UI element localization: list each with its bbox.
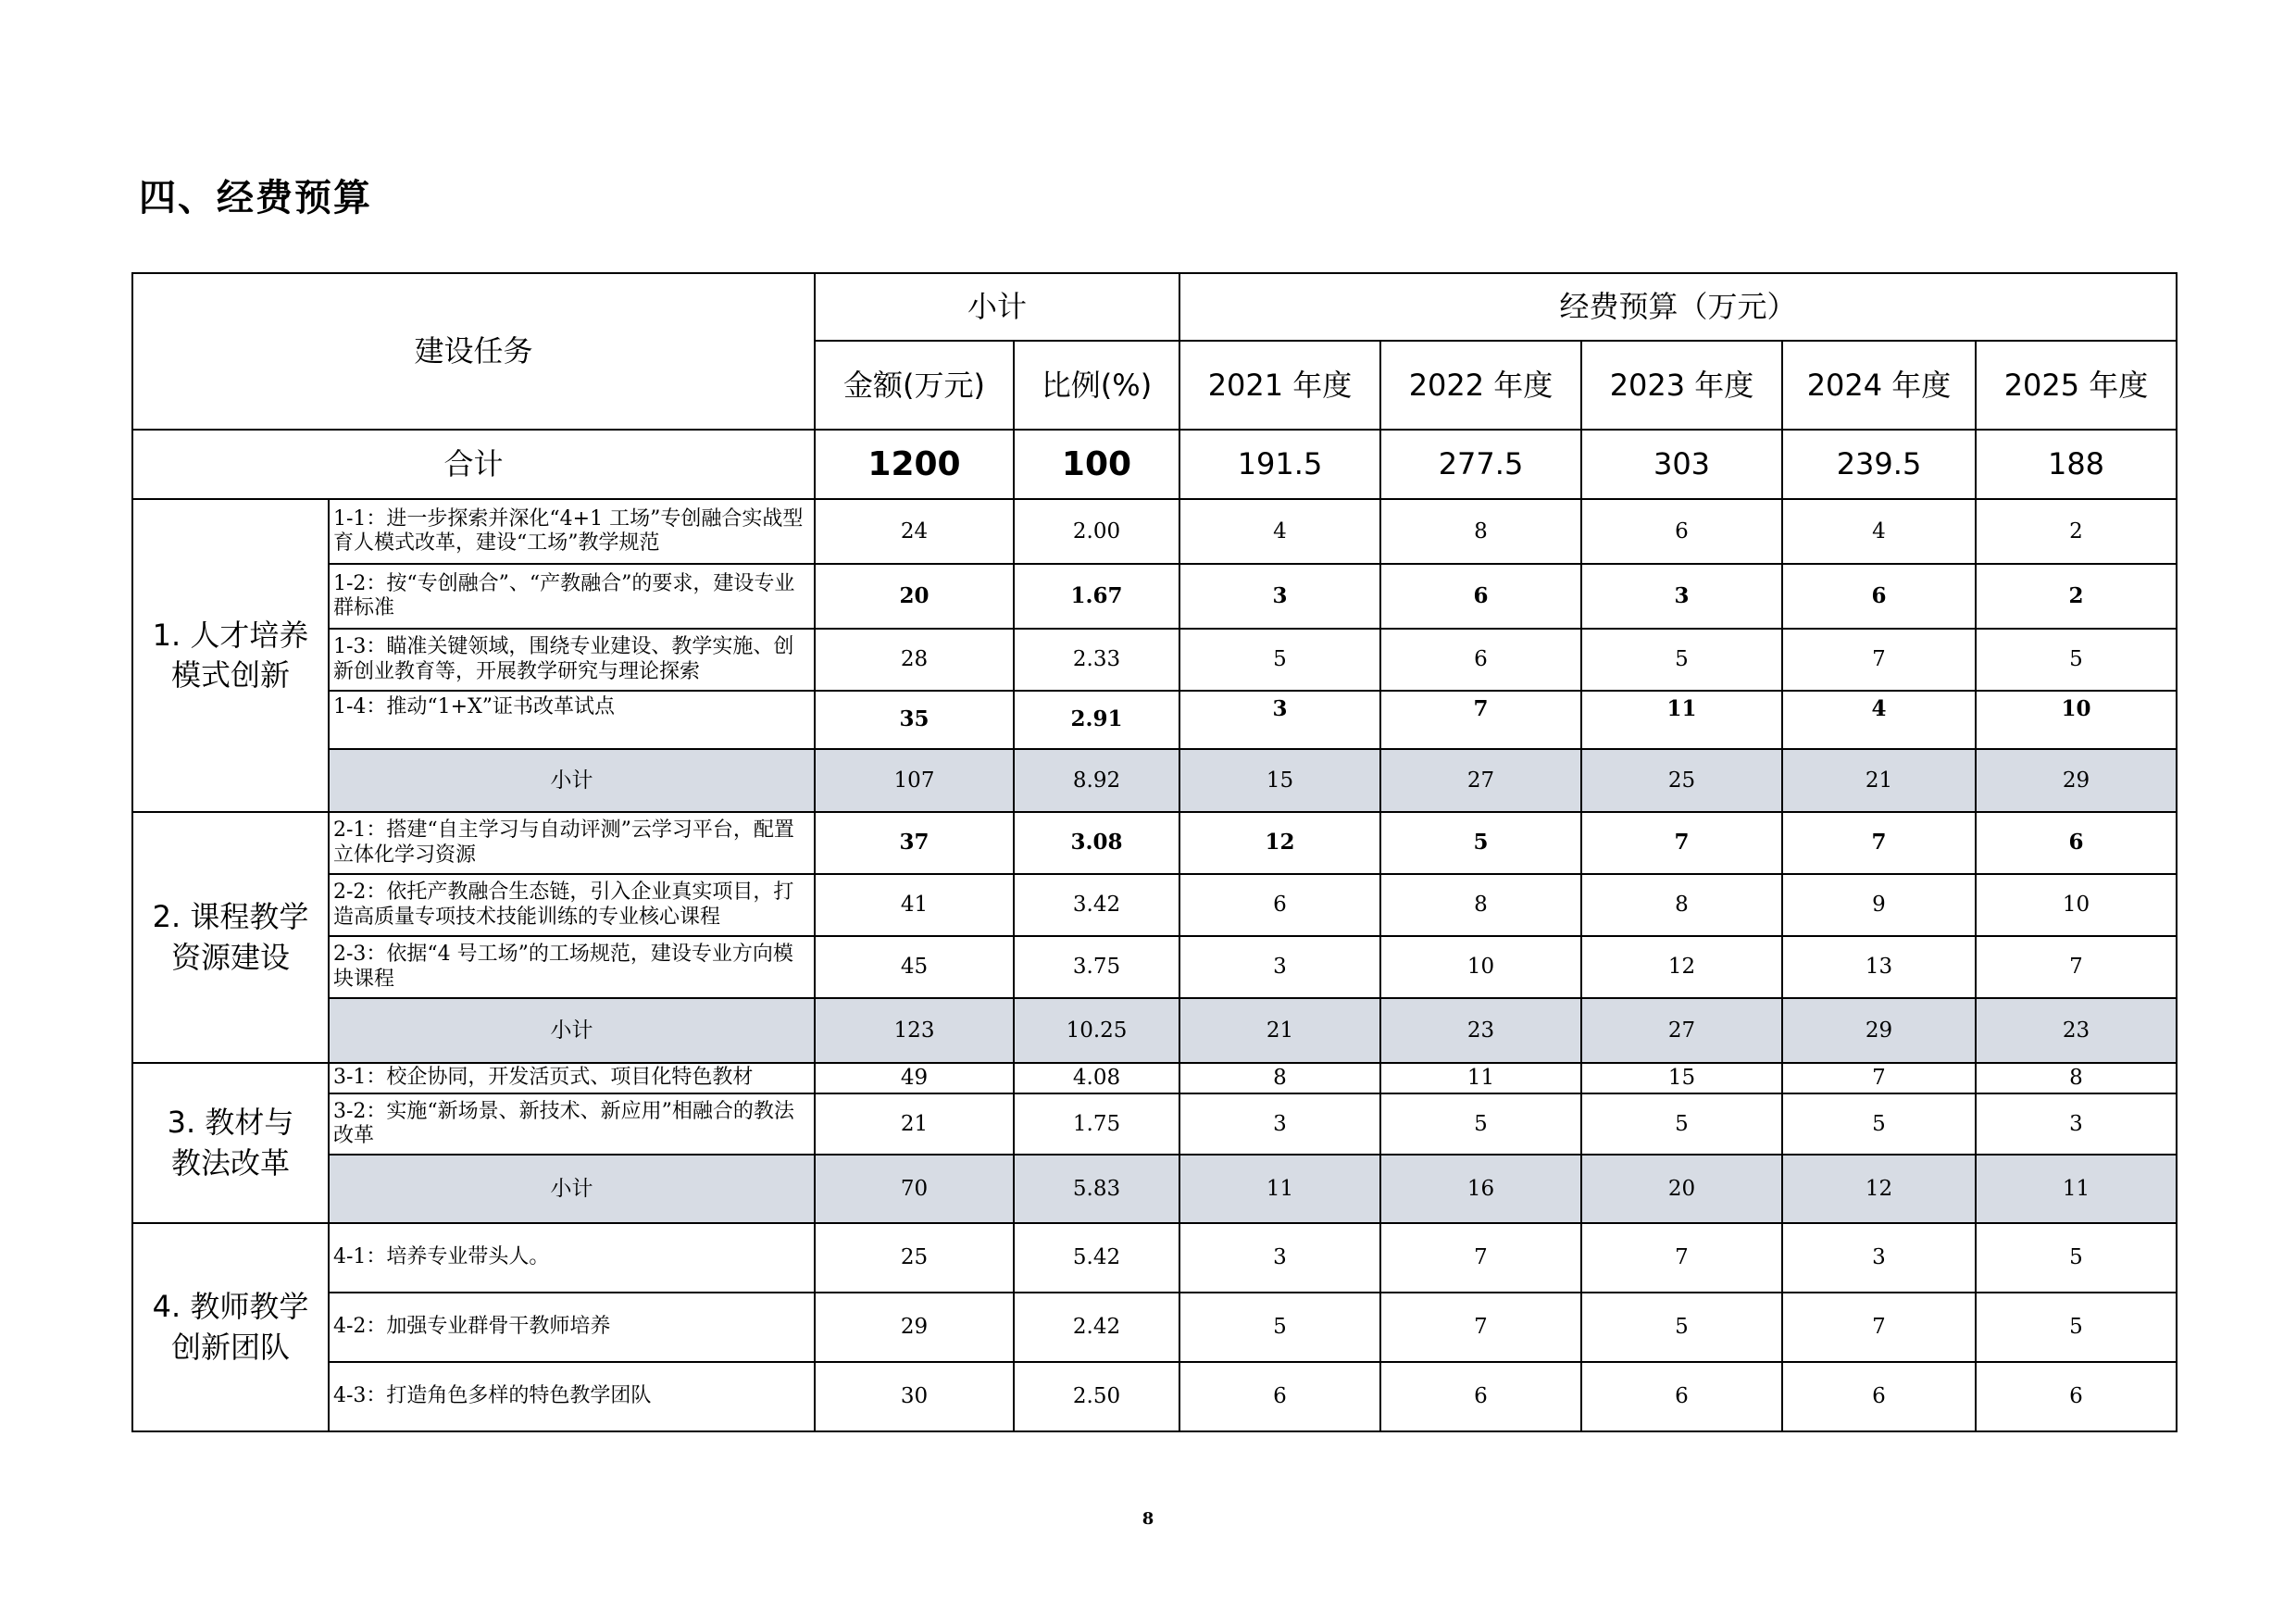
ratio-cell: 1.75: [1014, 1093, 1179, 1155]
year-cell: 6: [1782, 1362, 1976, 1431]
total-ratio: 100: [1014, 430, 1179, 499]
year-cell: 10: [1976, 874, 2177, 936]
year-cell: 7: [1380, 691, 1581, 749]
total-year: 277.5: [1380, 430, 1581, 499]
ratio-cell: 4.08: [1014, 1063, 1179, 1093]
amount-cell: 25: [815, 1223, 1014, 1293]
year-cell: 3: [1782, 1223, 1976, 1293]
table-row: [132, 1293, 2177, 1362]
year-cell: 7: [1782, 812, 1976, 874]
year-cell: 6: [1581, 1362, 1782, 1431]
year-cell: 6: [1581, 499, 1782, 564]
year-cell: 6: [1380, 1362, 1581, 1431]
year-cell: 8: [1380, 874, 1581, 936]
amount-cell: 45: [815, 936, 1014, 998]
table-row: [132, 499, 2177, 564]
ratio-cell: 2.50: [1014, 1362, 1179, 1431]
task-cell: 4-2：加强专业群骨干教师培养: [329, 1293, 815, 1362]
year-cell: 13: [1782, 936, 1976, 998]
year-cell: 5: [1976, 629, 2177, 691]
year-cell: 6: [1782, 564, 1976, 629]
year-cell: 5: [1179, 1293, 1380, 1362]
total-year: 303: [1581, 430, 1782, 499]
task-cell: 2-2：依托产教融合生态链，引入企业真实项目，打造高质量专项技术技能训练的专业核心课程: [329, 874, 815, 936]
year-cell: 23: [1976, 998, 2177, 1063]
ratio-cell: 5.83: [1014, 1155, 1179, 1223]
task-cell: 4-3：打造角色多样的特色教学团队: [329, 1362, 815, 1431]
amount-cell: 41: [815, 874, 1014, 936]
year-cell: 7: [1782, 1293, 1976, 1362]
subtotal-label: 小计: [329, 998, 815, 1063]
category-cell: 4. 教师教学 创新团队: [132, 1223, 329, 1431]
ratio-cell: 8.92: [1014, 749, 1179, 812]
year-cell: 7: [1782, 1063, 1976, 1093]
total-row: [132, 430, 2177, 499]
task-cell: 1-4：推动“1+X”证书改革试点: [329, 691, 815, 749]
year-cell: 3: [1179, 691, 1380, 749]
category-cell: 1. 人才培养 模式创新: [132, 499, 329, 812]
table-row: [132, 629, 2177, 691]
year-cell: 5: [1380, 1093, 1581, 1155]
table-row: [132, 564, 2177, 629]
header-year: 2021 年度: [1179, 341, 1380, 430]
header-year: 2024 年度: [1782, 341, 1976, 430]
year-cell: 7: [1581, 812, 1782, 874]
header-year: 2023 年度: [1581, 341, 1782, 430]
total-amount: 1200: [815, 430, 1014, 499]
year-cell: 5: [1581, 1293, 1782, 1362]
header-amount: 金额(万元): [815, 341, 1014, 430]
table-row: [132, 812, 2177, 874]
ratio-cell: 5.42: [1014, 1223, 1179, 1293]
subtotal-row: [132, 749, 2177, 812]
ratio-cell: 2.33: [1014, 629, 1179, 691]
task-cell: 1-1：进一步探索并深化“4+1 工场”专创融合实战型育人模式改革，建设“工场”教学规范: [329, 499, 815, 564]
ratio-cell: 3.42: [1014, 874, 1179, 936]
header-task: 建设任务: [132, 273, 815, 430]
year-cell: 11: [1179, 1155, 1380, 1223]
amount-cell: 37: [815, 812, 1014, 874]
year-cell: 6: [1179, 1362, 1380, 1431]
year-cell: 23: [1380, 998, 1581, 1063]
category-cell: 2. 课程教学 资源建设: [132, 812, 329, 1063]
year-cell: 8: [1976, 1063, 2177, 1093]
page-number: 8: [1142, 1509, 1154, 1529]
year-cell: 27: [1380, 749, 1581, 812]
total-year: 239.5: [1782, 430, 1976, 499]
year-cell: 16: [1380, 1155, 1581, 1223]
year-cell: 6: [1976, 812, 2177, 874]
year-cell: 11: [1976, 1155, 2177, 1223]
ratio-cell: 10.25: [1014, 998, 1179, 1063]
year-cell: 7: [1782, 629, 1976, 691]
table-row: [132, 691, 2177, 749]
amount-cell: 20: [815, 564, 1014, 629]
year-cell: 29: [1976, 749, 2177, 812]
table-row: [132, 1063, 2177, 1093]
year-cell: 12: [1179, 812, 1380, 874]
amount-cell: 123: [815, 998, 1014, 1063]
task-cell: 3-1：校企协同，开发活页式、项目化特色教材: [329, 1063, 815, 1093]
task-cell: 1-3：瞄准关键领域，围绕专业建设、教学实施、创新创业教育等，开展教学研究与理论探索: [329, 629, 815, 691]
year-cell: 7: [1380, 1293, 1581, 1362]
year-cell: 12: [1581, 936, 1782, 998]
task-cell: 1-2：按“专创融合”、“产教融合”的要求，建设专业群标准: [329, 564, 815, 629]
subtotal-row: [132, 998, 2177, 1063]
year-cell: 21: [1179, 998, 1380, 1063]
year-cell: 5: [1179, 629, 1380, 691]
header-ratio: 比例(%): [1014, 341, 1179, 430]
ratio-cell: 3.75: [1014, 936, 1179, 998]
table-row: [132, 1362, 2177, 1431]
task-cell: 2-3：依据“4 号工场”的工场规范，建设专业方向模块课程: [329, 936, 815, 998]
year-cell: 7: [1380, 1223, 1581, 1293]
year-cell: 29: [1782, 998, 1976, 1063]
header-budget: 经费预算（万元）: [1179, 273, 2177, 341]
year-cell: 5: [1782, 1093, 1976, 1155]
year-cell: 3: [1976, 1093, 2177, 1155]
year-cell: 2: [1976, 564, 2177, 629]
budget-table: [131, 272, 2177, 1432]
year-cell: 8: [1581, 874, 1782, 936]
year-cell: 6: [1179, 874, 1380, 936]
subtotal-label: 小计: [329, 749, 815, 812]
ratio-cell: 2.42: [1014, 1293, 1179, 1362]
header-subtotal: 小计: [815, 273, 1179, 341]
year-cell: 2: [1976, 499, 2177, 564]
year-cell: 5: [1581, 629, 1782, 691]
year-cell: 21: [1782, 749, 1976, 812]
year-cell: 6: [1380, 629, 1581, 691]
task-cell: 4-1：培养专业带头人。: [329, 1223, 815, 1293]
year-cell: 7: [1581, 1223, 1782, 1293]
year-cell: 3: [1179, 936, 1380, 998]
year-cell: 15: [1581, 1063, 1782, 1093]
ratio-cell: 1.67: [1014, 564, 1179, 629]
table-row: [132, 874, 2177, 936]
year-cell: 11: [1581, 691, 1782, 749]
amount-cell: 35: [815, 691, 1014, 749]
amount-cell: 28: [815, 629, 1014, 691]
total-year: 188: [1976, 430, 2177, 499]
year-cell: 3: [1581, 564, 1782, 629]
ratio-cell: 2.91: [1014, 691, 1179, 749]
table-row: [132, 1223, 2177, 1293]
year-cell: 9: [1782, 874, 1976, 936]
total-year: 191.5: [1179, 430, 1380, 499]
year-cell: 27: [1581, 998, 1782, 1063]
subtotal-row: [132, 1155, 2177, 1223]
year-cell: 8: [1380, 499, 1581, 564]
year-cell: 10: [1380, 936, 1581, 998]
year-cell: 6: [1380, 564, 1581, 629]
year-cell: 5: [1976, 1223, 2177, 1293]
page-title: 四、经费预算: [139, 177, 372, 219]
year-cell: 10: [1976, 691, 2177, 749]
amount-cell: 49: [815, 1063, 1014, 1093]
year-cell: 7: [1976, 936, 2177, 998]
year-cell: 3: [1179, 564, 1380, 629]
year-cell: 15: [1179, 749, 1380, 812]
year-cell: 20: [1581, 1155, 1782, 1223]
amount-cell: 70: [815, 1155, 1014, 1223]
total-label: 合计: [132, 430, 815, 499]
table-row: [132, 936, 2177, 998]
task-cell: 3-2：实施“新场景、新技术、新应用”相融合的教法改革: [329, 1093, 815, 1155]
year-cell: 3: [1179, 1223, 1380, 1293]
header-year: 2022 年度: [1380, 341, 1581, 430]
year-cell: 4: [1782, 691, 1976, 749]
year-cell: 5: [1380, 812, 1581, 874]
subtotal-label: 小计: [329, 1155, 815, 1223]
ratio-cell: 3.08: [1014, 812, 1179, 874]
year-cell: 3: [1179, 1093, 1380, 1155]
ratio-cell: 2.00: [1014, 499, 1179, 564]
header-year: 2025 年度: [1976, 341, 2177, 430]
year-cell: 4: [1179, 499, 1380, 564]
year-cell: 8: [1179, 1063, 1380, 1093]
year-cell: 12: [1782, 1155, 1976, 1223]
year-cell: 6: [1976, 1362, 2177, 1431]
amount-cell: 30: [815, 1362, 1014, 1431]
year-cell: 5: [1976, 1293, 2177, 1362]
amount-cell: 24: [815, 499, 1014, 564]
year-cell: 11: [1380, 1063, 1581, 1093]
table-row: [132, 1093, 2177, 1155]
year-cell: 25: [1581, 749, 1782, 812]
task-cell: 2-1：搭建“自主学习与自动评测”云学习平台，配置立体化学习资源: [329, 812, 815, 874]
year-cell: 5: [1581, 1093, 1782, 1155]
category-cell: 3. 教材与 教法改革: [132, 1063, 329, 1223]
amount-cell: 21: [815, 1093, 1014, 1155]
amount-cell: 107: [815, 749, 1014, 812]
amount-cell: 29: [815, 1293, 1014, 1362]
year-cell: 4: [1782, 499, 1976, 564]
